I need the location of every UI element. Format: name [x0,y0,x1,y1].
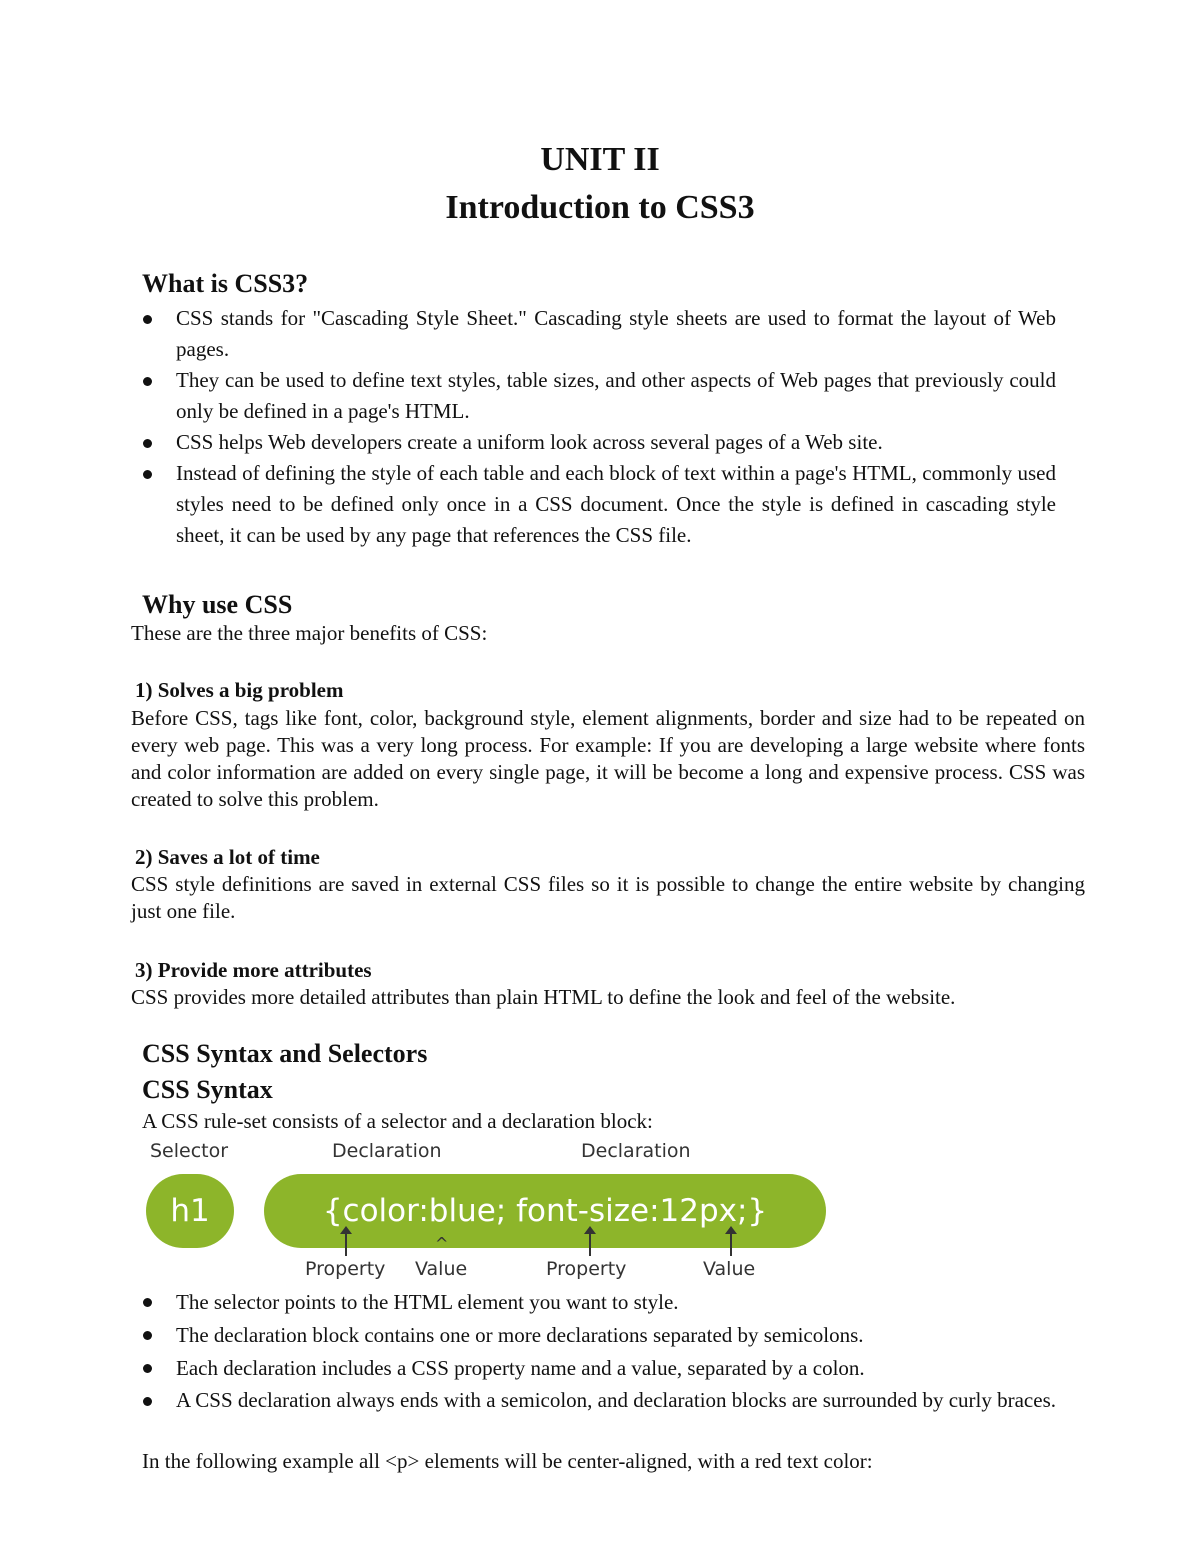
unit-title: UNIT II [540,141,660,178]
benefit-text-3: CSS provides more detailed attributes than plain HTML to define the look and feel of the website. [131,985,956,1009]
section-heading-what-is-css3: What is CSS3? [142,269,309,298]
bullet-icon [143,439,152,448]
bullet-icon [143,1364,152,1373]
bullet-icon [143,377,152,386]
benefit-title-3: 3) Provide more attributes [135,958,372,982]
bullet-icon [143,1298,152,1307]
value-label-2: Value [703,1258,756,1280]
list-item: The declaration block contains one or more declarations separated by semicolons. [0,1319,1056,1352]
list-item: A CSS declaration always ends with a semicolon, and declaration blocks are surrounded by curly braces. [0,1385,1056,1416]
list-item: CSS stands for "Cascading Style Sheet." Cascading style sheets are used to format the layout of Web pages. [0,303,1056,365]
benefit-title-2: 2) Saves a lot of time [135,845,320,869]
declaration-label-1: Declaration [332,1140,442,1162]
what-is-css3-list [0,303,1056,551]
section-heading-why-use-css: Why use CSS [142,590,293,619]
value-label-1: Value [415,1258,468,1280]
list-item: They can be used to define text styles, table sizes, and other aspects of Web pages that previously could only be defined in a page's HTML. [0,365,1056,427]
selector-label: Selector [150,1140,229,1162]
declaration-label-2: Declaration [581,1140,691,1162]
bullet-icon [143,1397,152,1406]
selector-pill: h1 [146,1174,234,1248]
list-item: Instead of defining the style of each table and each block of text within a page's HTML, commonly used styles need to be defined only once in a CSS document. Once the style is defined in cascading style sheet, it can be used by any page that references the CSS file. [0,458,1056,551]
benefit-title-1: 1) Solves a big problem [135,678,344,702]
benefit-text-1: Before CSS, tags like font, color, background style, element alignments, border and size had to be repeated on every web page. This was a very long process. For example: If you are developing a large website where fonts and color information are added on every single page, it will be become a long and expensive process. CSS was created to solve this problem. [131,706,1085,811]
css-syntax-intro: A CSS rule-set consists of a selector and a declaration block: [142,1109,653,1133]
property-label-1: Property [305,1258,386,1280]
arrow-up-icon [589,1232,591,1256]
bullet-icon [143,315,152,324]
css-syntax-list [0,1286,1056,1416]
list-item: The selector points to the HTML element you want to style. [0,1286,1056,1319]
benefit-text-2: CSS style definitions are saved in external CSS files so it is possible to change the entire website by changing just one file. [131,872,1085,923]
unit-subtitle: Introduction to CSS3 [445,189,755,226]
caret-up-icon: ^ [435,1234,449,1253]
property-label-2: Property [546,1258,627,1280]
bullet-icon [143,1331,152,1340]
arrow-up-icon [345,1232,347,1256]
section-heading-css-syntax-selectors: CSS Syntax and Selectors [142,1039,428,1068]
declaration-pill: {color:blue; font-size:12px;} [264,1174,826,1248]
css-syntax-diagram [140,1138,840,1288]
bullet-icon [143,470,152,479]
list-item: Each declaration includes a CSS property name and a value, separated by a colon. [0,1352,1056,1385]
list-item: CSS helps Web developers create a uniform look across several pages of a Web site. [0,427,1056,458]
arrow-up-icon [730,1232,732,1256]
css-syntax-outro: In the following example all <p> elements will be center-aligned, with a red text color: [142,1449,873,1473]
subsection-heading-css-syntax: CSS Syntax [142,1075,273,1104]
why-use-css-intro: These are the three major benefits of CSS: [131,621,488,645]
